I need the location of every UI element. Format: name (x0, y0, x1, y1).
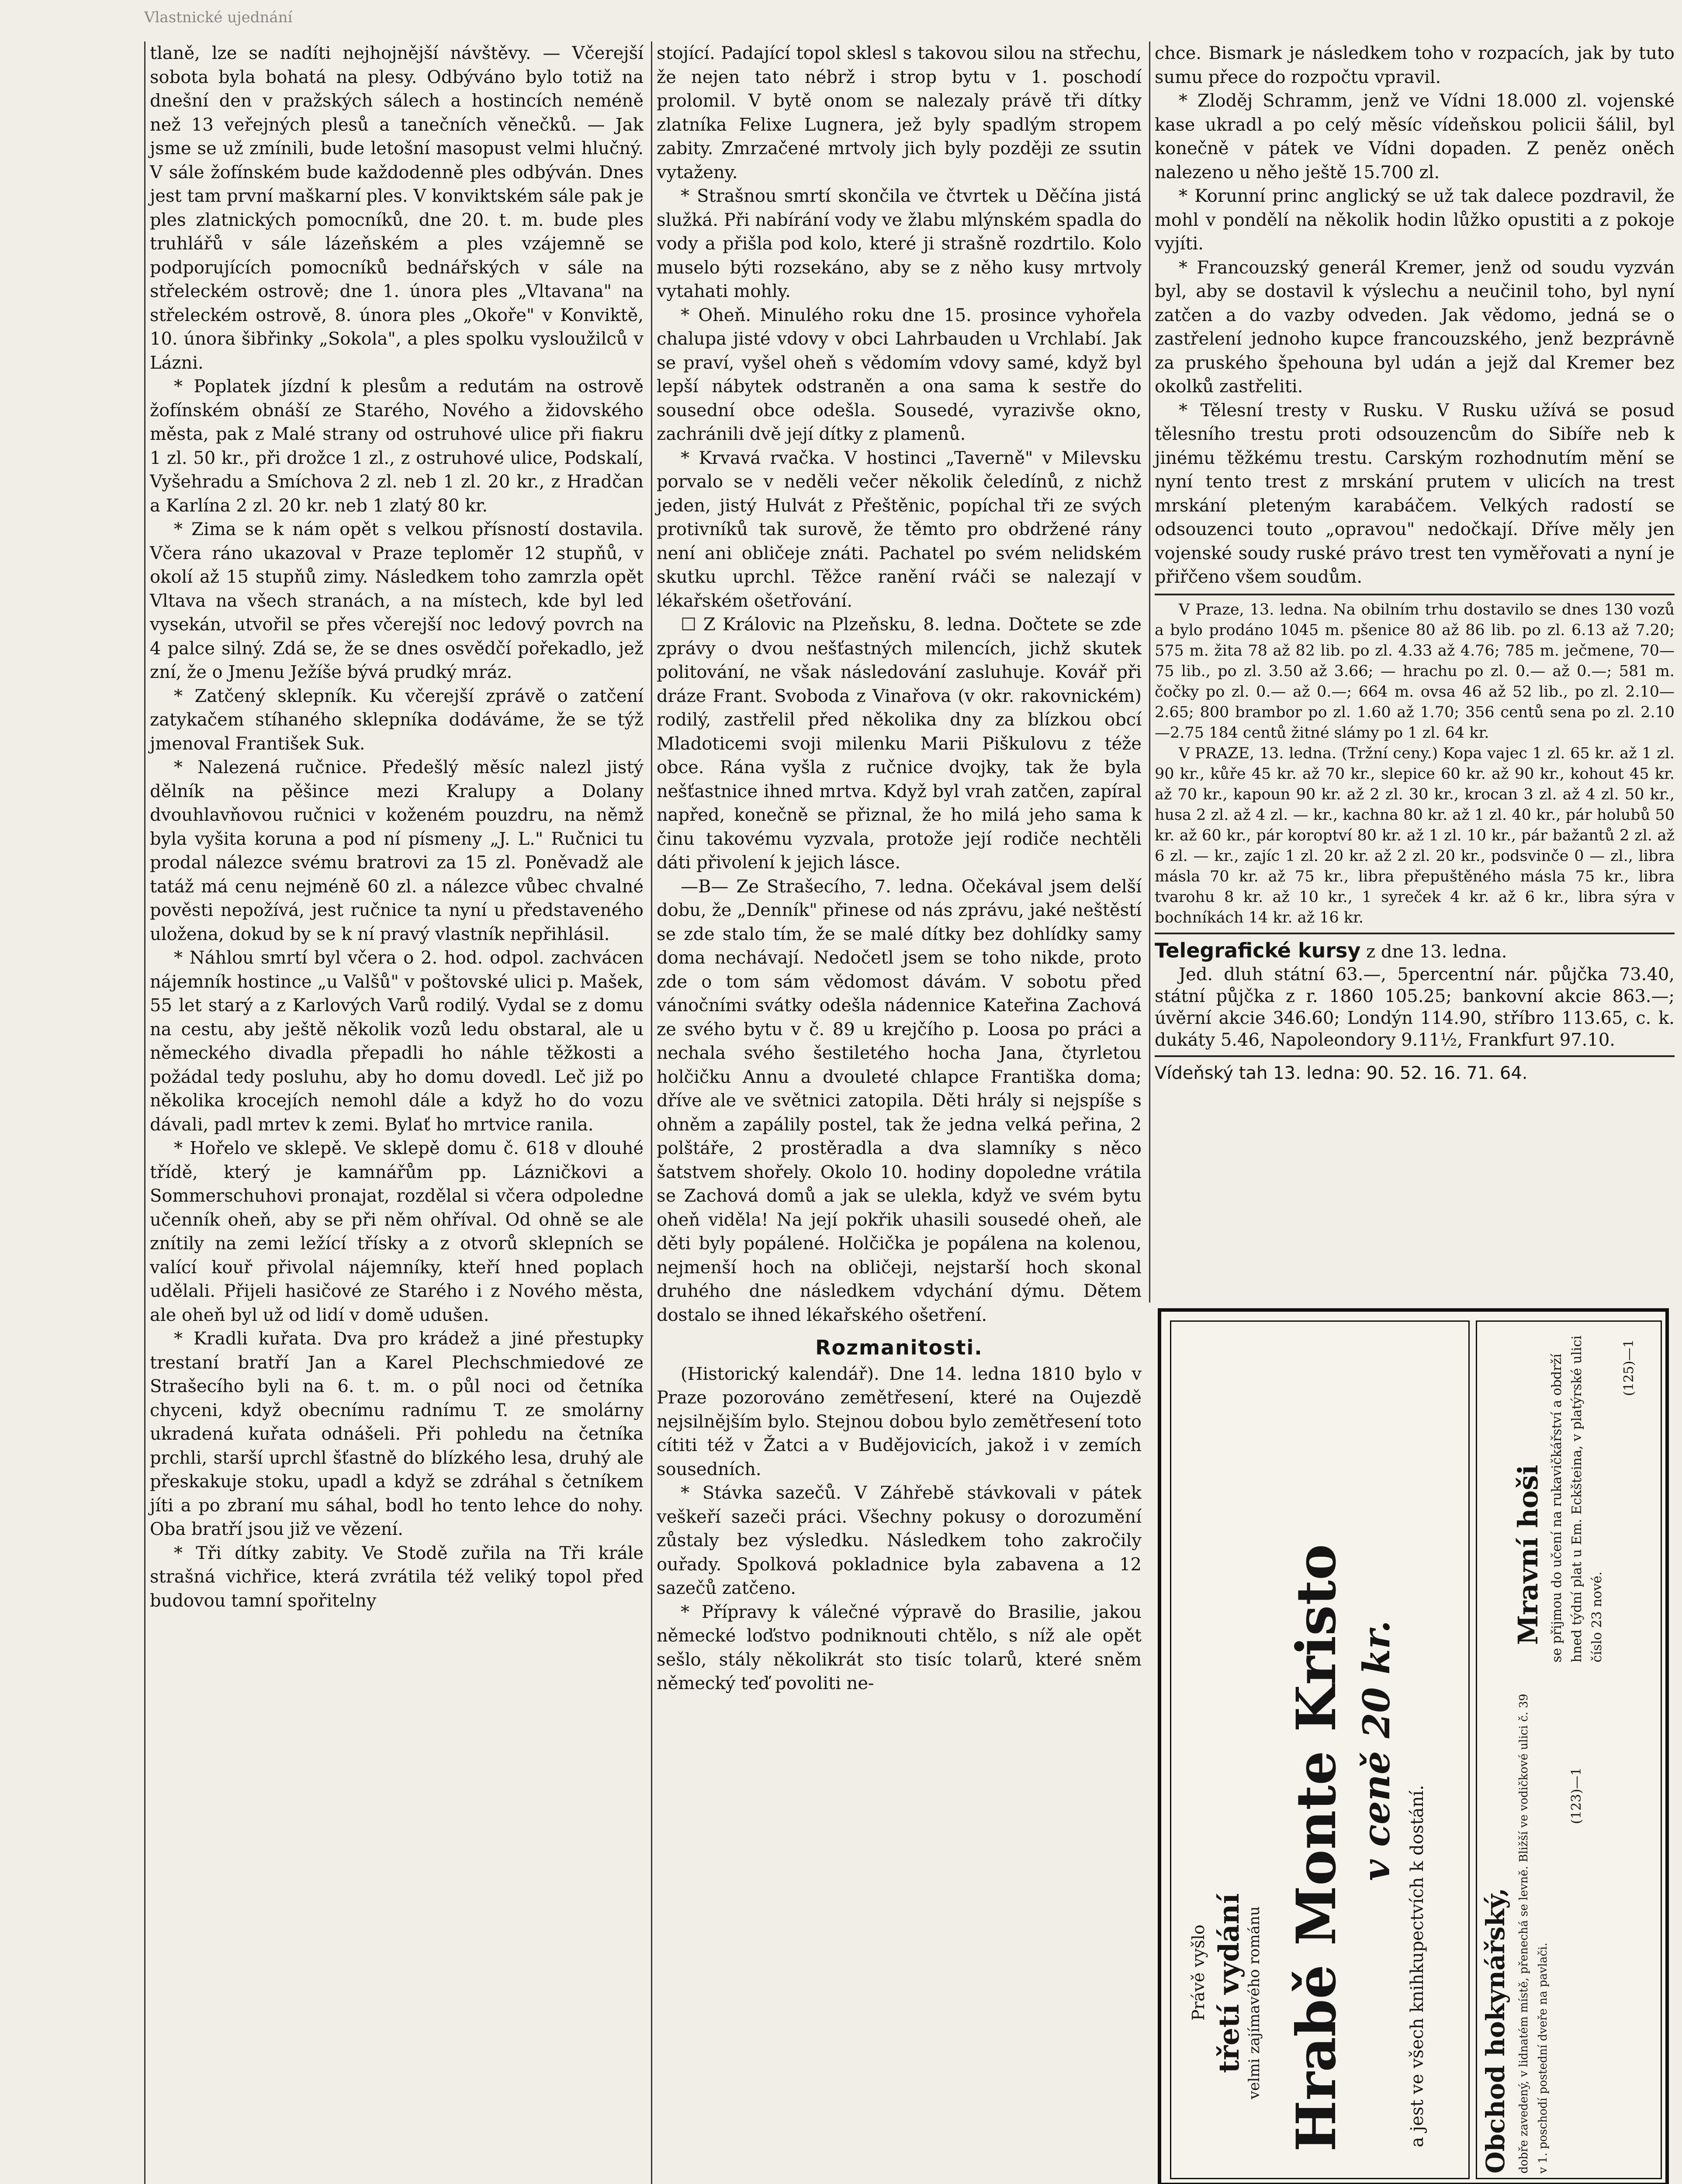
ad-text: dobře zavedený, v lidnatém místě, přenechá se levně. Bližší ve vodičkové ulici č. 39 v 1. poschodí postední dveře na pavlači. (1517, 1693, 1550, 2174)
column-2 (651, 41, 1142, 2184)
article-paragraph: * Tři dítky zabity. Ve Stodě zuřila na Tři krále strašná vichřice, která zvrátila též veliký topol před budovou tamní spořitelny (150, 1543, 644, 1611)
article-paragraph: * Strašnou smrtí skončila ve čtvrtek u Děčína jistá služká. Při nabírání vody ve žlabu mlýnském spadla do vody a přišla pod kolo, které ji strašně rozdrtilo. Kolo muselo býti rozsekáno, aby se z něho kusy mrtvoly vytahati mohly. (657, 186, 1142, 301)
ad-title: Obchod hokynářský, (1481, 1887, 1510, 2174)
lottery-result: Vídeňský tah 13. ledna: 90. 52. 16. 71. 64. (1155, 1063, 1528, 1083)
article-paragraph: ☐ Z Královic na Plzeňsku, 8. ledna. Dočtete se zde zprávy o dvou nešťastných milencích, jichž skutek politování, ne však následování zasluhuje. Kovář při dráze Frant. Svoboda z Vinařova (v okr. rakovnickém) rodilý, zastřelil před několika dny za blízkou obcí Mladoticemi svoji milenku Marii Piškulovu z téže obce. Rána vyšla z ručnice dvojky, tak že byla nešťastnice ihned mrtva. Když byl vrah zatčen, zapíral napřed, konečně se přiznal, že ho milá jeho sama k činu takovému vyzvala, protože její rodiče nechtěli dáti přivolení k jejich lásce. (657, 615, 1142, 873)
article-paragraph: stojící. Padající topol sklesl s takovou silou na střechu, že nejen tato nébrž i strop bytu v 1. poschodí prolomil. V bytě onom se nalezaly právě tři dítky zlatníka Felixe Lugnera, jež byly spadlým stropem zabity. Zmrzačené mrtvoly jich byly později ze ssutin vytaženy. (657, 43, 1142, 183)
article-paragraph: * Náhlou smrtí byl včera o 2. hod. odpol. zachvácen nájemník hostince „u Valšů" v poštovské ulici p. Mašek, 55 let starý a z Karlových Varů rodilý. Vydal se z domu na cestu, aby ještě několik vozů ledu obstaral, ale u německého divadla přepadli ho náhle těžkosti a požádal tedy posluhu, aby ho domu dovedl. Leč již po několika krocejích nemohl dále a když ho do vozu dávali, padl mrtev k zemi. Bylať ho mrtvice ranila. (150, 948, 644, 1135)
ad-text: se přijmou do učení na rukavičkářství a obdrží hned týdní plat u Em. Eckšteina, v platýrské ulici číslo 23 nové. (1549, 1335, 1605, 1662)
article-paragraph: * Poplatek jízdní k plesům a redutám na ostrově žofínském obnáší ze Starého, Nového a židovského města, pak z Malé strany od ostruhové ulice při fiakru 1 zl. 50 kr., při drožce 1 zl., z ostruhové ulice, Podskalí, Vyšehradu a Smíchova 2 zl. neb 1 zl. 20 kr., z Hradčan a Karlína 2 zl. 20 kr. neb 1 zlatý 80 kr. (150, 377, 644, 516)
telegraph-date: z dne 13. ledna. (1366, 941, 1507, 962)
article-paragraph: * Zatčený sklepník. Ku včerejší zprávě o zatčení zatykačem stíhaného sklepníka dodáváme, že se týž jmenoval František Suk. (150, 686, 644, 754)
ad-classifieds (1476, 1320, 1662, 2179)
ad-number: (125)—1 (1621, 1339, 1637, 1396)
article-paragraph: * Přípravy k válečné výpravě do Brasilie, jakou německé loďstvo podniknouti chtělo, s níž ale opět sešlo, stály několikrát sto tisíc tolarů, které sněm německý teď povoliti ne- (657, 1602, 1142, 1693)
article-paragraph: * Francouzský generál Kremer, jenž od soudu vyzván byl, aby se dostavil k výslechu a neučinil toho, byl nyní zatčen a do vazby odveden. Jak vědomo, jedná se o zastřelení jednoho kupce francouzského, jenž bezprávně za pruského špehouna byl udán a jejž dal Kremer bez okolků zastřeliti. (1155, 257, 1675, 397)
article-paragraph: * Stávka sazečů. V Záhřebě stávkovali v pátek veškeří sazeči práci. Všechny pokusy o dorozumění zůstaly bez výsledku. Následkem toho zakročily ouřady. Spolková pokladnice byla zabavena a 12 sazečů zatčeno. (657, 1483, 1142, 1598)
ad-monte-kristo (1170, 1320, 1470, 2179)
article-paragraph: tlaně, lze se nadíti nejhojnější návštěvy. — Včerejší sobota byla bohatá na plesy. Odbýváno bylo totiž na dnešní den v pražských sálech a hostincích neméně než 13 veřejných plesů a tanečních věnečků. — Jak jsme se už zmínili, bude letošní masopust velmi hlučný. V sále žofínském bude každodenně ples odbýván. Dnes jest tam první maškarní ples. V konviktském sále pak je ples zlatnických pomocníků, dne 20. t. m. bude ples truhlářů v sále lázeňském a ples vzájemně se podporujících pomocníků bednářských v sále na střeleckém ostrově; dne 1. února ples „Vltavana" na střeleckém ostrově, 8. února ples „Okoře" v Konviktě, 10. února šibřinky „Sokola", a ples spolku vysloužilců v Lázni. (150, 43, 644, 373)
ad-title: Mravní hoši (1512, 1465, 1544, 1645)
article-paragraph: * Krvavá rvačka. V hostinci „Taverně" v Milevsku porvalo se v neděli večer několik čeledínů, z nichž jeden, jistý Hulvát z Přeštěnic, popíchal tři ze svých protivníků tak surově, že těmto pro obdržené rány není ani obličeje znáti. Pachatel po svém nelidském skutku uprchl. Těžce ranění rváči se nalezají v lékařském ošetřování. (657, 448, 1142, 611)
divider (1155, 594, 1675, 595)
ad-line: třetí vydání (1213, 1893, 1246, 2073)
market-report: V Praze, 13. ledna. Na obilním trhu dostavilo se dnes 130 vozů a bylo prodáno 1045 m. pšenice 80 až 86 lib. po zl. 6.13 až 7.20; 575 m. žita 78 až 82 lib. po zl. 4.33 až 4.76; 785 m. ječmene, 70—75 lib., po zl. 3.50 až 3.66; — hrachu po zl. 0.— až 0.—; 581 m. čočky po zl. 0.— až 0.—; 664 m. ovsa 46 až 52 lib., po zl. 2.10—2.65; 800 brambor po zl. 1.60 až 1.70; 356 centů sena po zl. 2.10—2.75 184 centů žitné slámy po 1 zl. 64 kr. (1155, 601, 1675, 742)
column-1 (144, 41, 644, 2184)
article-paragraph: chce. Bismark je následkem toho v rozpacích, jak by tuto sumu přece do rozpočtu vpravil. (1155, 43, 1675, 87)
ad-line: velmi zajímavého románu (1246, 1906, 1263, 2099)
article-paragraph: * Oheň. Minulého roku dne 15. prosince vyhořela chalupa jisté vdovy v obci Lahrbauden u Vrchlabí. Jak se praví, vyšel oheň s vědomím vdovy samé, když byl lepší nábytek odstraněn a ona sama k sestře do sousední obce odešla. Sousedé, vyrazivše okno, zachránili dvě její dítky z plamenů. (657, 305, 1142, 444)
divider (1155, 933, 1675, 934)
article-paragraph: * Hořelo ve sklepě. Ve sklepě domu č. 618 v dlouhé třídě, který je kamnářům pp. Lázničkovi a Sommerschuhovi pronajat, rozdělal si včera odpoledne učenník oheň, aby se při něm ohříval. Od ohně se ale znítily na zemi ležící třísky a z otvorů sklepních se valící kouř přivolal nájemníky, kteří hned poplach udělali. Přijeli hasičové ze Starého i z Nového města, ale oheň byl už od lidí v domě udušen. (150, 1138, 644, 1325)
article-paragraph: * Zloděj Schramm, jenž ve Vídni 18.000 zl. vojenské kase ukradl a po celý měsíc vídeňskou policii šálil, byl konečně v pátek ve Vídni dopaden. Z peněz oněch nalezeno u něho ještě 15.700 zl. (1155, 91, 1675, 183)
telegraph-header (1155, 939, 1675, 964)
ad-price: v ceně 20 kr. (1355, 1620, 1398, 1881)
advertisement-box (1158, 1308, 1669, 2184)
header-bleed-text: Vlastnické ujednání (144, 9, 293, 26)
article-paragraph: —B— Ze Strašecího, 7. ledna. Očekával jsem delší dobu, že „Denník" přinese od nás zprávu, jaké neštěstí se zde stalo tím, že se malé dítky bez dohlídky samy doma nechávají. Nedočetl jsem se toho nikde, proto zde o tom sám vědomost dávám. V sobotu před vánočními svátky odešla nádennice Kateřina Zachová ze svého bytu v č. 89 u krejčího p. Loosa po práci a nechala svého šestiletého hocha Jana, čtyrletou holčičku Annu a dvouleté chlapce Františka doma; dříve ale ve světnici zatopila. Děti hrály si nejspíše s ohněm a zapálily postel, tak že jedna velká peřina, 2 polštáře, 2 prostěradla a dva slamníky s něco šatstvem shořely. Okolo 10. hodiny dopoledne vrátila se Zachová domů a jak se ulekla, když ve svém bytu oheň viděla! Na její pokřik uhasili sousedé oheň, ale děti byly popálené. Holčička je popálena na kolenou, nejmenší hoch na obličeji, nejstarší hoch skonal druhého dne následkem vdychání dýmu. Dětem dostalo se ihned lékařského ošetření. (657, 876, 1142, 1325)
ad-line: Právě vyšlo (1189, 1925, 1208, 2021)
article-paragraph: * Zima se k nám opět s velkou přísností dostavila. Včera ráno ukazoval v Praze teploměr 12 stupňů, v okolí až 15 stupňů zimy. Následkem toho zamrzla opět Vltava na všech stranách, a na místech, kde byl led vysekán, utvořil se přes včerejší noc ledový povrch na 4 palce silný. Zdá se, že se dnes osvědčí pořekadlo, jež zní, že o Jmenu Ježíše bývá prudký mráz. (150, 519, 644, 682)
telegraph-title: Telegrafické kursy (1155, 938, 1361, 962)
column-3 (1149, 41, 1675, 1303)
article-paragraph: * Kradli kuřata. Dva pro krádež a jiné přestupky trestaní bratří Jan a Karel Plechschmiedové ze Strašecího byli na 6. t. m. o půl noci od četníka chyceni, když obecnímu radnímu T. ze smolárny ukradená kuřata odnášeli. Při pohledu na četníka prchli, starší uprchl šťastně do blízkého lesa, druhý ale přeskakuje stoku, upadl a když se zdráhal s četníkem jíti a po zbraní mu sáhal, bodl ho tento lehce do nohy. Oba bratří jsou již ve vězení. (150, 1329, 644, 1539)
article-paragraph: * Tělesní tresty v Rusku. V Rusku užívá se posud tělesního trestu proti odsouzencům do Sibíře neb k jinému těžkému trestu. Carským rozhodnutím mění se nyní tento trest z mrskání prutem v ulicích na trest mrskání pleteným karabáčem. Velkých radostí se odsouzenci touto „opravou" nedočkají. Dříve měly jen vojenské soudy ruské právo trest ten vyměřovati a nyní je přiřčeno všem soudům. (1155, 400, 1675, 587)
telegraph-body: Jed. dluh státní 63.—, 5percentní nár. půjčka 73.40, státní půjčka z r. 1860 105.25; bankovní akcie 863.—; úvěrní akcie 346.60; Londýn 114.90, stříbro 113.65, c. k. dukáty 5.46, Napoleondory 9.11½, Frankfurt 97.10. (1155, 964, 1675, 1050)
article-paragraph: * Korunní princ anglický se už tak dalece pozdravil, že mohl v pondělí na několik hodin lůžko opustiti a z pokoje vyjíti. (1155, 186, 1675, 254)
ad-note: a jest ve všech knihkupectvích k dostání. (1407, 1785, 1427, 2147)
divider (1155, 1055, 1675, 1057)
section-heading: Rozmanitosti. (815, 1336, 983, 1359)
article-paragraph: (Historický kalendář). Dne 14. ledna 1810 bylo v Praze pozorováno zemětřesení, které na Oujezdě nejsilnějším bylo. Stejnou dobou bylo zemětřesení toto cítiti též v Žatci a v Budějovicích, jakož i v zemích sousedních. (657, 1364, 1142, 1479)
ad-title: Hrabě Monte Kristo (1285, 1544, 1348, 2152)
market-report: V PRAZE, 13. ledna. (Tržní ceny.) Kopa vajec 1 zl. 65 kr. až 1 zl. 90 kr., kůře 45 kr. až 70 kr., slepice 60 kr. až 90 kr., kohout 45 kr. až 70 kr., kapoun 90 kr. až 2 zl. 30 kr., krocan 3 zl. až 4 zl. 50 kr., husa 2 zl. až 4 zl. — kr., kachna 80 kr. až 1 zl. 40 kr., pár holubů 50 kr. až 60 kr., pár koroptví 80 kr. až 1 zl. 10 kr., pár bažantů 2 zl. až 6 zl. — kr., zajíc 1 zl. 20 kr. až 2 zl. 20 kr., podsvinče 0 — zl., libra másla 70 kr. až 75 kr., libra přepuštěného másla 75 kr., libra tvarohu 8 kr. až 10 kr., 1 syreček 4 kr. až 6 kr., libra sýra v bochníkách 14 kr. až 16 kr. (1155, 744, 1675, 926)
article-paragraph: * Nalezená ručnice. Předešlý měsíc nalezl jistý dělník na pěšince mezi Kralupy a Dolany dvouhlavňovou ručnici v koženém pouzdru, na němž byla vyšita koruna a pod ní písmeny „J. L." Ručnici tu prodal nálezce svému bratrovi za 15 zl. Poněvadž ale tatáž má cenu nejméně 60 zl. a nálezce vůbec chvalné pověsti nepožívá, jest ručnice ta nyní u představeného uložena, dokud by se k ní pravý vlastník nepřihlásil. (150, 757, 644, 944)
ad-number: (123)—1 (1569, 1767, 1584, 1824)
